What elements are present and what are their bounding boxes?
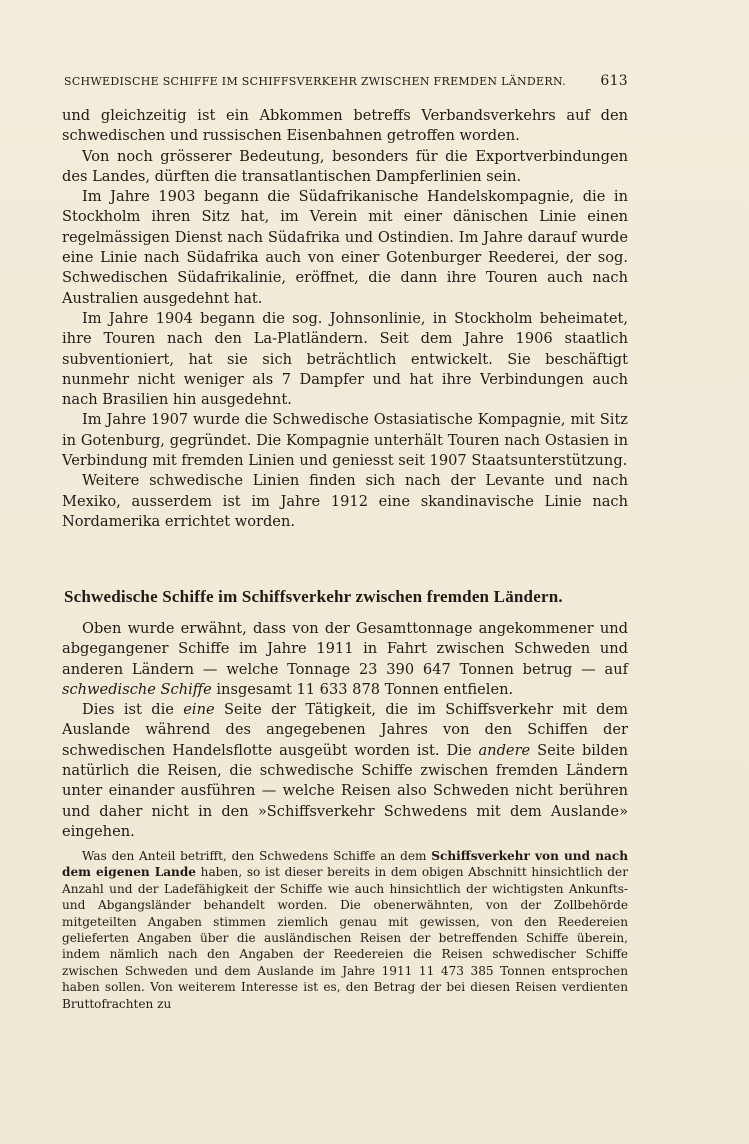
page-number: 613: [600, 73, 628, 89]
paragraph: Von noch grösserer Bedeutung, besonders für die Exportverbindungen des Landes, dürften die transatlantischen Dampferlinien sein.: [62, 147, 628, 185]
text-run: Was den Anteil betrifft, den Schwedens Schiffe an dem: [82, 849, 432, 863]
paragraph: [62, 848, 628, 1012]
text-run: insgesamt 11 633 878 Tonnen entfielen.: [211, 680, 514, 698]
body-text-upper: [62, 106, 628, 532]
text-run: Dies ist die: [82, 701, 184, 719]
paragraph: [62, 700, 628, 842]
text-run: haben, so ist dieser bereits in dem obigen Abschnitt hinsichtlich der Anzahl und der Ladefähigkeit der Schiffe wie auch hinsichtlich der wichtigsten Ankunfts- und Abgangsländer behandelt worden. Die obenerwähnten, von der Zollbehörde mitgeteilten Angaben stimmen ziemlich genau mit gewissen, von den Reedereien gelieferten Angaben über die ausländischen Reisen der betreffenden Schiffe überein, indem nämlich nach den Angaben der Reedereien die Reisen schwedischer Schiffe zwischen Schweden und dem Auslande im Jahre 1911 11 473 385 Tonnen entsprochen haben sollen. Von weiterem Interesse ist es, den Betrag der bei diesen Reisen verdienten Bruttofrachten zu: [62, 865, 628, 1011]
section-heading: Schwedische Schiffe im Schiffsverkehr zwischen fremden Ländern.: [64, 587, 563, 606]
paragraph: [62, 619, 628, 700]
emphasis: schwedische Schiffe: [62, 680, 212, 698]
paragraph: und gleichzeitig ist ein Abkommen betreffs Verbandsverkehrs auf den schwedischen und russischen Eisenbahnen getroffen worden.: [62, 107, 628, 145]
paragraph: Im Jahre 1903 begann die Südafrikanische Handelskompagnie, die in Stockholm ihren Sitz hat, im Verein mit einer dänischen Linie einen regelmässigen Dienst nach Südafrika und Ostindien. Im Jahre darauf wurde eine Linie nach Südafrika auch von einer Gotenburger Reederei, der sog. Schwedischen Südafrikalinie, eröffnet, die dann ihre Touren auch nach Australien ausgedehnt hat.: [62, 188, 628, 307]
text-run: Seite bilden natürlich die Reisen, die schwedische Schiffe zwischen fremden Ländern unter einander ausführen — welche Reisen also Schweden nicht berühren und daher nicht in den »Schiffsverkehr Schwedens mit dem Auslande» eingehen.: [62, 741, 628, 840]
emphasis: andere: [478, 741, 531, 759]
running-title: SCHWEDISCHE SCHIFFE IM SCHIFFSVERKEHR ZWISCHEN FREMDEN LÄNDERN.: [64, 75, 566, 88]
page-header: [64, 73, 628, 89]
text-run: Seite der Tätigkeit, die im Schiffsverkehr mit dem Auslande während des angegebenen Jahres von den Schiffen der schwedischen Handelsflotte ausgeübt worden ist. Die: [62, 701, 628, 759]
bold-phrase: Schiffsverkehr von und nach dem eigenen Lande: [62, 849, 628, 880]
body-text-lower: [62, 619, 628, 842]
paragraph: Im Jahre 1907 wurde die Schwedische Ostasiatische Kompagnie, mit Sitz in Gotenburg, gegründet. Die Kompagnie unterhält Touren nach Ostasien in Verbindung mit fremden Linien und geniesst seit 1907 Staatsunterstützung.: [62, 411, 628, 470]
small-print-note: [62, 848, 628, 1012]
paragraph: Weitere schwedische Linien finden sich nach der Levante und nach Mexiko, ausserdem ist im Jahre 1912 eine skandinavische Linie nach Nordamerika errichtet worden.: [62, 472, 628, 530]
text-run: Oben wurde erwähnt, dass von der Gesamttonnage angekommener und abgegangener Schiffe im Jahre 1911 in Fahrt zwischen Schweden und anderen Ländern — welche Tonnage 23 390 647 Tonnen betrug — auf: [62, 620, 628, 678]
emphasis: eine: [183, 701, 215, 719]
paragraph: Im Jahre 1904 begann die sog. Johnsonlinie, in Stockholm beheimatet, ihre Touren nach den La-Platländern. Seit dem Jahre 1906 staatlich subventioniert, hat sie sich beträchtlich entwickelt. Sie beschäftigt nunmehr nicht weniger als 7 Dampfer und hat ihre Verbindungen auch nach Brasilien hin ausgedehnt.: [62, 309, 628, 409]
